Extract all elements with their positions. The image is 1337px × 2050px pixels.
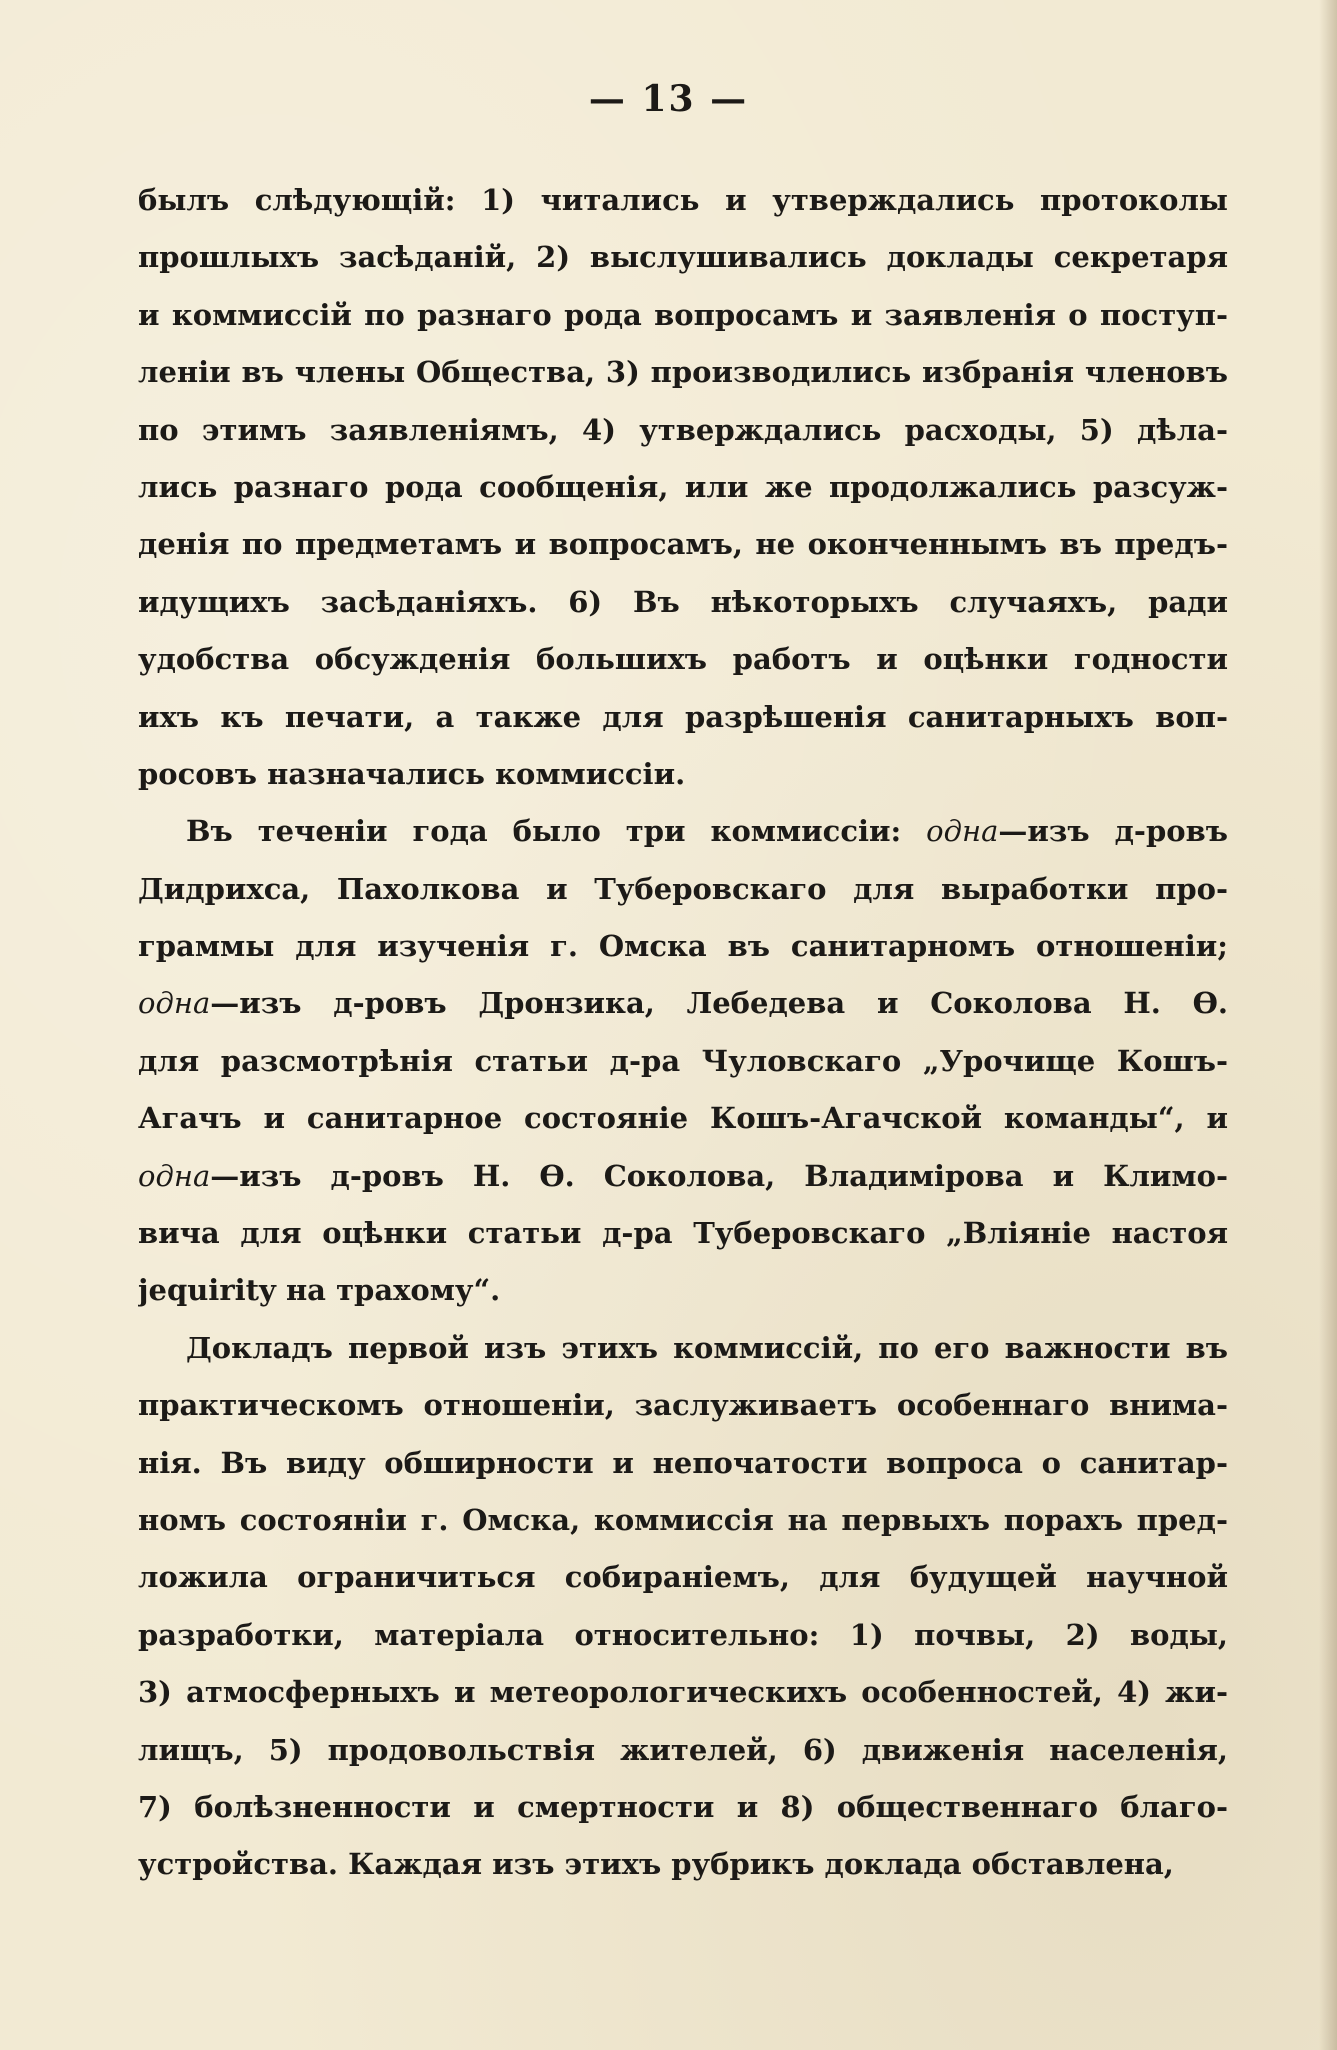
text-segment: jequirity на трахому“. [138,1273,501,1308]
text-line [138,1435,1228,1492]
text-line [138,1090,1228,1147]
page-edge-shadow [1319,0,1337,2050]
text-segment: денія по предметамъ и вопросамъ, не оконченнымъ въ предъ- [138,527,1228,562]
text-line [138,1607,1228,1664]
text-line [138,287,1228,344]
text-line [138,1262,1228,1319]
text-line [138,1836,1228,1893]
text-line [138,918,1228,975]
text-segment: разработки, матеріала относительно: 1) почвы, 2) воды, [138,1617,1228,1652]
text-segment: —изъ д-ровъ [998,814,1228,849]
text-segment: леніи въ члены Общества, 3) производились избранія членовъ [138,355,1228,390]
text-segment: Агачъ и санитарное состояніе Кошъ-Агачской команды“, и [138,1101,1228,1136]
text-segment: лищъ, 5) продовольствія жителей, 6) движенія населенія, [138,1732,1228,1767]
text-line [138,1664,1228,1721]
text-segment: лись разнаго рода сообщенія, или же продолжались разсуж- [138,469,1228,504]
text-line [138,975,1228,1032]
text-segment: устройства. Каждая изъ этихъ рубрикъ доклада обставлена, [138,1847,1174,1882]
text-segment: росовъ назначались коммиссіи. [138,756,686,791]
text-line [138,1320,1228,1377]
text-segment: нія. Въ виду обширности и непочатости вопроса о санитар- [138,1445,1228,1480]
text-segment: ихъ къ печати, а также для разрѣшенія санитарныхъ воп- [138,699,1228,734]
text-segment: 3) атмосферныхъ и метеорологическихъ особенностей, 4) жи- [138,1675,1228,1710]
text-segment: граммы для изученія г. Омска въ санитарномъ отношеніи; [138,929,1228,964]
italic-text: одна [138,986,211,1021]
text-line [138,861,1228,918]
text-segment: Въ теченіи года было три коммиссіи: [186,814,927,849]
text-segment: по этимъ заявленіямъ, 4) утверждались расходы, 5) дѣла- [138,412,1228,447]
text-segment: ложила ограничиться собираніемъ, для будущей научной [138,1560,1228,1595]
text-segment: удобства обсужденія большихъ работъ и оцѣнки годности [138,642,1228,677]
text-line [138,1492,1228,1549]
text-segment: 7) болѣзненности и смертности и 8) общественнаго благо- [138,1789,1228,1824]
text-line [138,1205,1228,1262]
text-segment: для разсмотрѣнія статьи д-ра Чуловскаго „Урочище Кошъ- [138,1043,1228,1078]
text-segment: вича для оцѣнки статьи д-ра Туберовскаго „Вліяніе настоя [138,1216,1228,1251]
page-number: — 13 — [588,78,749,120]
text-line [138,516,1228,573]
italic-text: одна [138,1158,211,1193]
text-segment: прошлыхъ засѣданій, 2) выслушивались доклады секретаря [138,240,1228,275]
text-line [138,689,1228,746]
paragraph [138,172,1228,803]
text-line [138,344,1228,401]
body-text [138,172,1228,1894]
paragraph [138,803,1228,1320]
text-line [138,459,1228,516]
text-segment: практическомъ отношеніи, заслуживаетъ особеннаго внима- [138,1388,1228,1423]
text-line [138,746,1228,803]
text-line [138,574,1228,631]
text-segment: идущихъ засѣданіяхъ. 6) Въ нѣкоторыхъ случаяхъ, ради [138,584,1228,619]
paragraph [138,1320,1228,1894]
text-line [138,803,1228,860]
text-segment: Дидрихса, Пахолкова и Туберовскаго для выработки про- [138,871,1228,906]
text-segment: —изъ д-ровъ Н. Ѳ. Соколова, Владимірова и Климо- [210,1158,1228,1193]
text-line [138,1549,1228,1606]
italic-text: одна [926,814,999,849]
text-segment: былъ слѣдующій: 1) читались и утверждались протоколы [138,183,1228,217]
text-line [138,229,1228,286]
text-line [138,1033,1228,1090]
text-line [138,172,1228,229]
text-segment: и коммиссій по разнаго рода вопросамъ и заявленія о поступ- [138,297,1228,332]
text-line [138,1779,1228,1836]
text-line [138,631,1228,688]
text-segment: Докладъ первой изъ этихъ коммиссій, по его важности въ [186,1330,1228,1365]
text-line [138,402,1228,459]
text-segment: номъ состояніи г. Омска, коммиссія на первыхъ порахъ пред- [138,1502,1228,1537]
text-line [138,1722,1228,1779]
text-line [138,1377,1228,1434]
text-segment: —изъ д-ровъ Дронзика, Лебедева и Соколова Н. Ѳ. [210,986,1228,1021]
text-line [138,1148,1228,1205]
